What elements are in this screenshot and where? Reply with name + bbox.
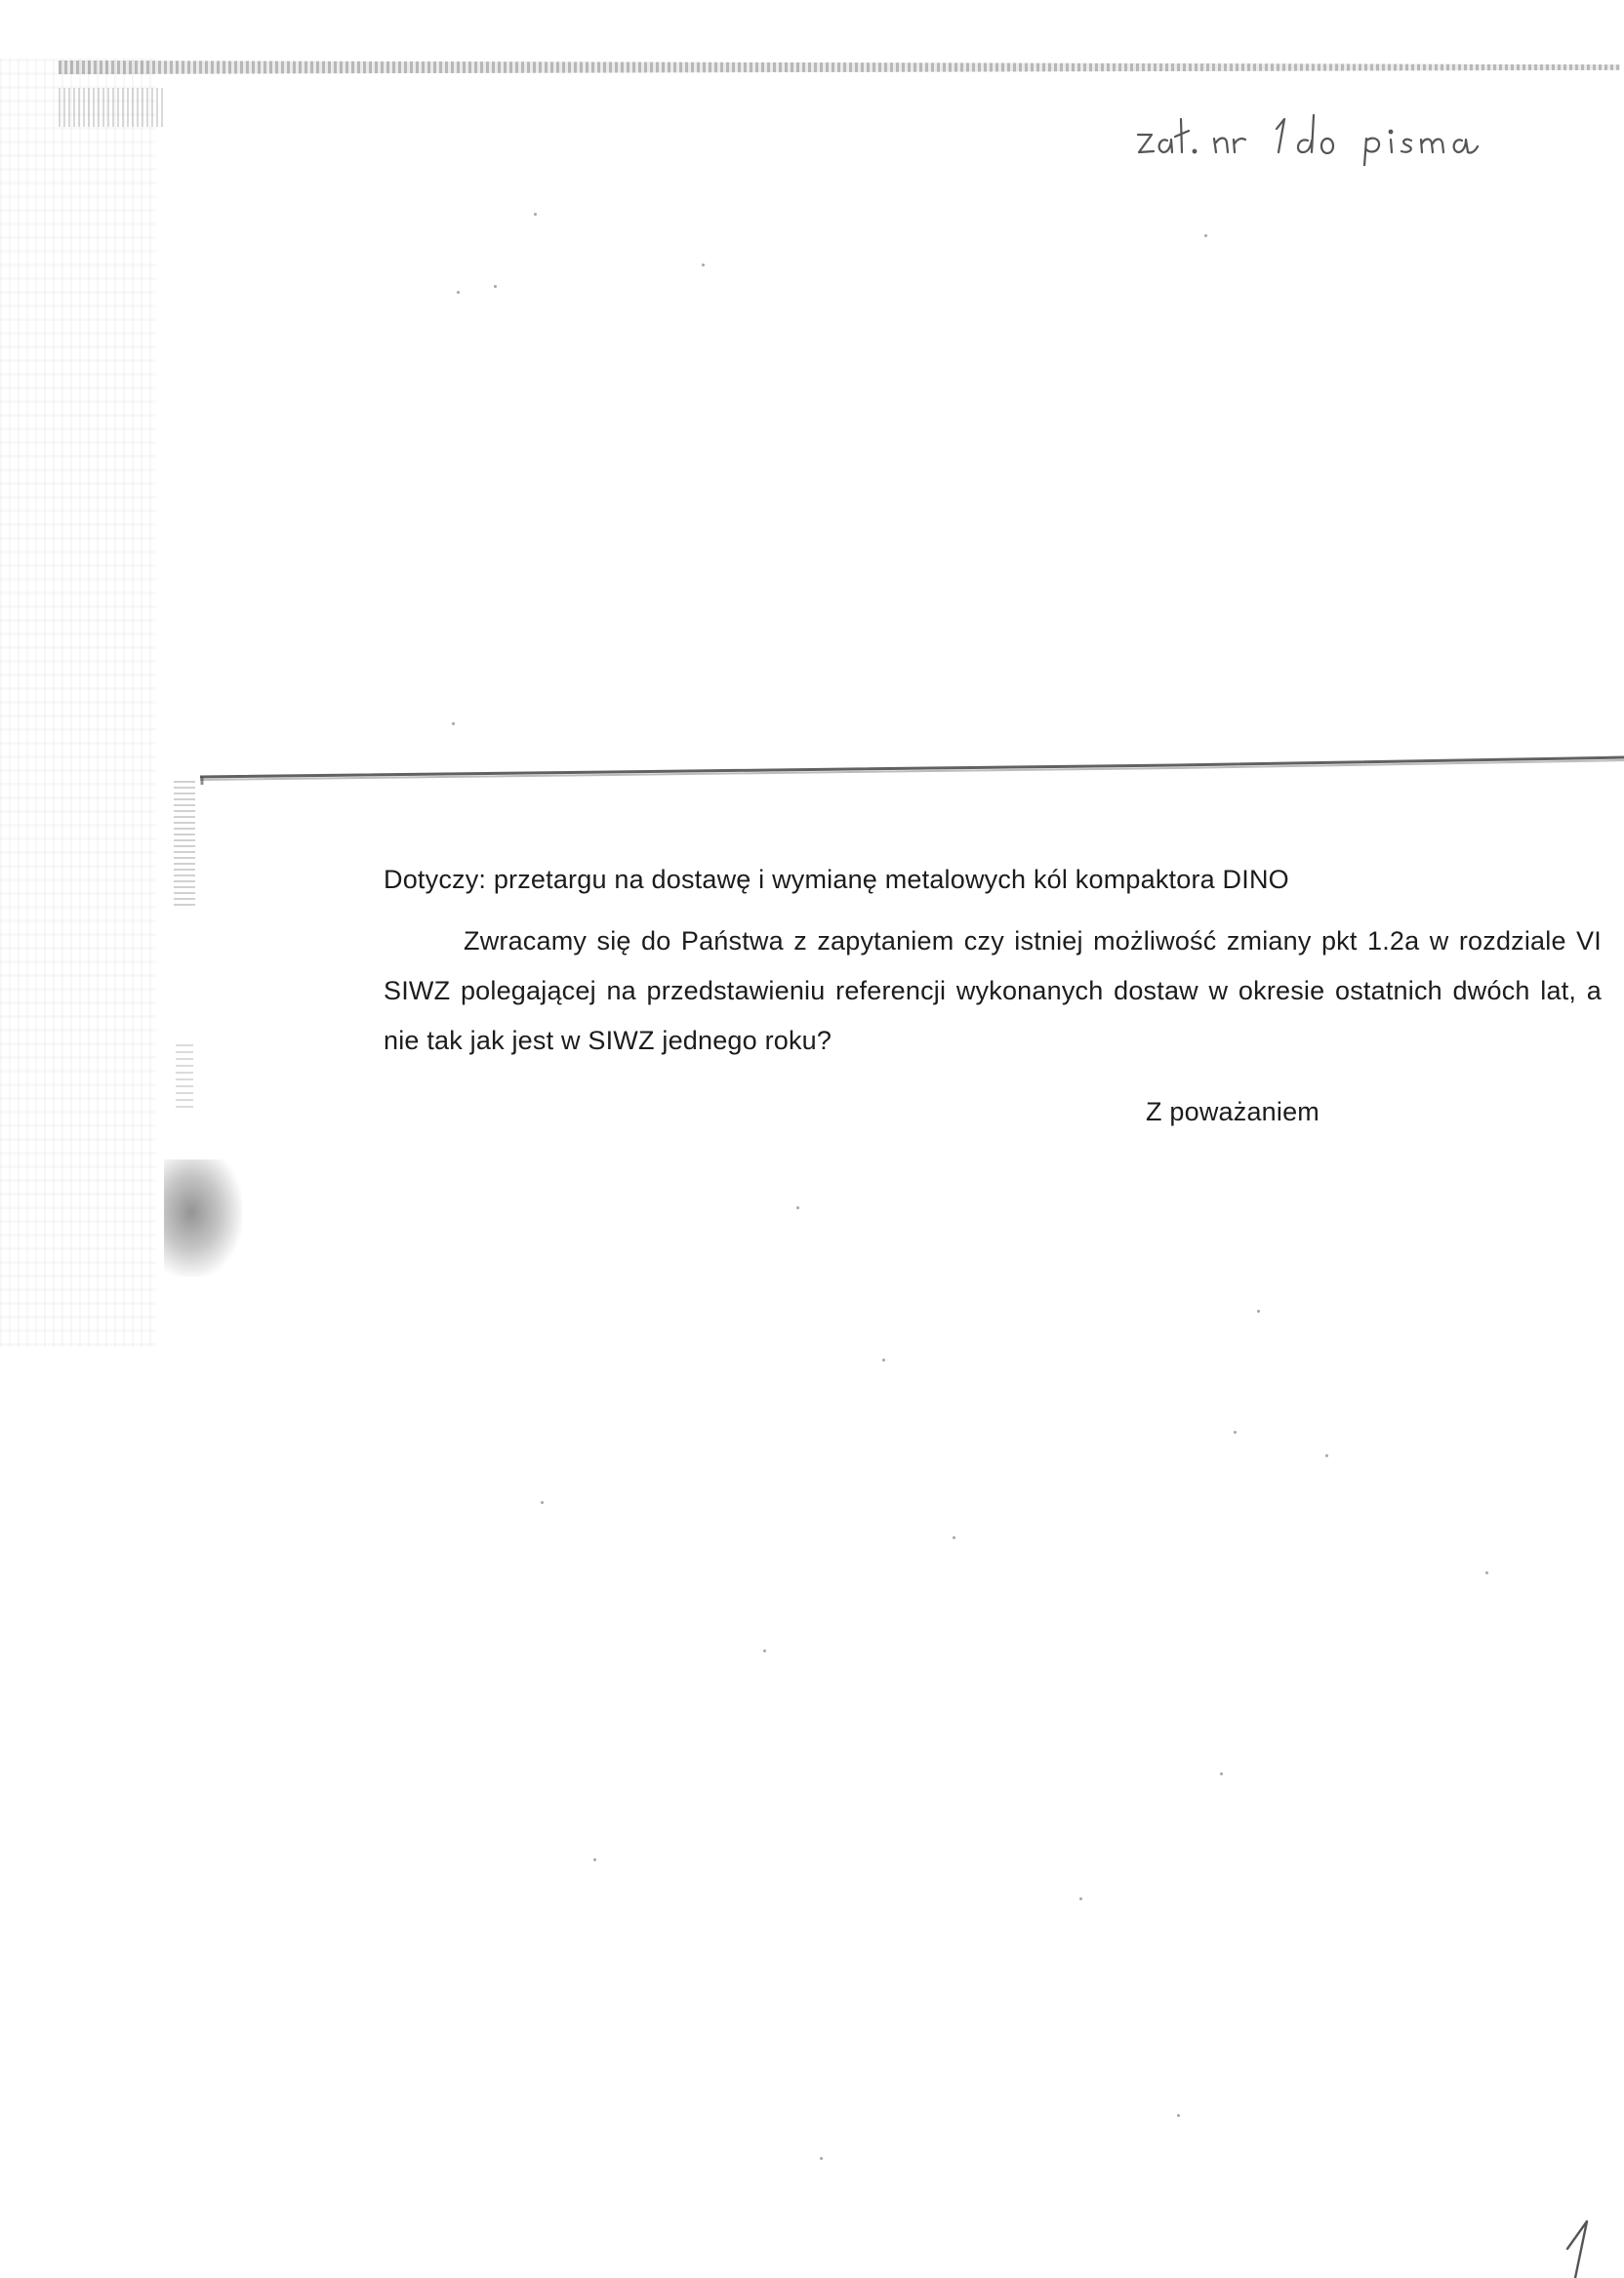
letter-body [384,855,1604,1137]
inquiry-paragraph: Zwracamy się do Państwa z zapytaniem czy istniej możliwość zmiany pkt 1.2a w rozdziale VI SIWZ polegającej na przedstawieniu referencji wykonanych dostaw w okresie ostatnich dwóch lat, a nie tak jak jest w SIWZ jednego roku? [384,926,1602,1055]
fold-line [200,752,1624,785]
scan-speck [1204,234,1207,237]
handwritten-annotation [1132,107,1562,166]
scan-speck [1257,1310,1260,1313]
scan-speck [1234,1431,1237,1434]
scan-speck [1485,1571,1488,1574]
scan-speck [534,213,537,216]
scan-speck [796,1206,799,1209]
closing-salutation: Z poważaniem [1146,1097,1320,1126]
scan-speck [593,1858,596,1861]
scan-speck [702,264,705,266]
scan-speck [541,1501,544,1504]
scan-speck [452,722,455,725]
scan-margin-mark [176,1044,193,1113]
scan-margin-mark [174,781,195,908]
scan-speck [953,1536,955,1539]
scan-speck [494,285,497,288]
scan-speck [763,1649,766,1652]
scan-speck [1079,1897,1082,1900]
scan-smudge [164,1159,242,1277]
subject-line: Dotyczy: przetargu na dostawę i wymianę metalowych kól kompaktora DINO [384,865,1289,894]
scan-speck [1220,1772,1223,1775]
scan-speck [457,291,460,294]
page-number-mark [1565,2214,1604,2278]
scan-speck [820,2157,823,2160]
scan-speck [1325,1454,1328,1457]
scan-speck [882,1359,885,1362]
scan-margin-noise [0,59,156,1347]
scan-speck [1177,2114,1180,2117]
scan-corner-noise [59,88,166,127]
scan-sheet-top-edge [59,61,1620,74]
